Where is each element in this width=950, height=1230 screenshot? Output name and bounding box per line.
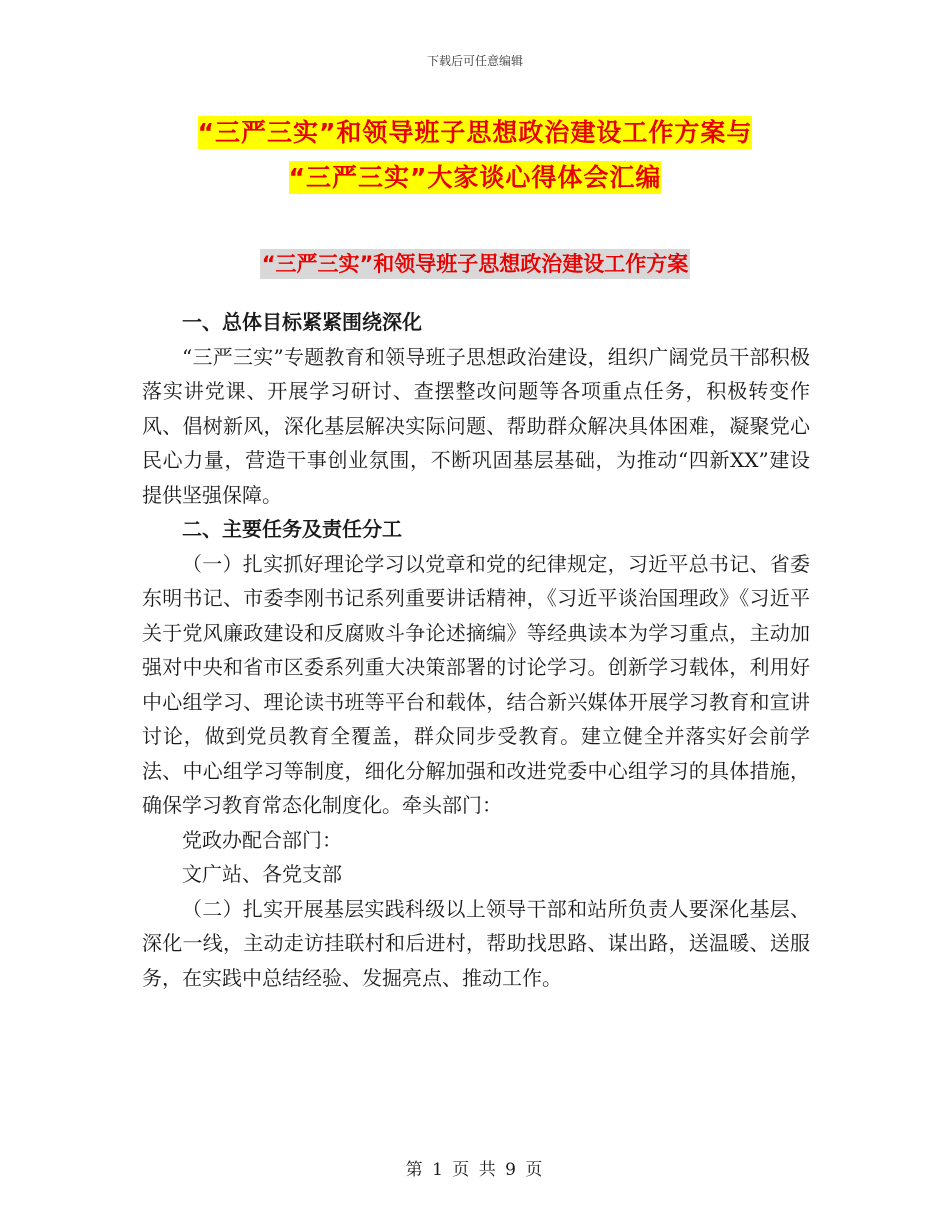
heading-main-tasks: 二、主要任务及责任分工 (182, 517, 402, 541)
main-title-line-2 (0, 158, 950, 194)
paragraph-cooperating-departments: 文广站、各党支部 (182, 862, 342, 886)
paragraph-task-theory-study: （一）扎实抓好理论学习以党章和党的纪律规定，习近平总书记、省委东明书记、市委李刚书记系列重要讲话精神，《习近平谈治国理政》《习近平关于党风廉政建设和反腐败斗争论述摘编》等经典读本为学习重点，主动加强对中央和省市区委系列重大决策部署的讨论学习。创新学习载体，利用好中心组学习、理论读书班等平台和载体，结合新兴媒体开展学习教育和宣讲讨论，做到党员教育全覆盖，群众同步受教育。建立健全并落实好会前学法、中心组学习等制度，细化分解加强和改进党委中心组学习的具体措施，确保学习教育常态化制度化。牵头部门： (142, 551, 810, 817)
main-title-line-1-text: “三严三实”和领导班子思想政治建设工作方案与 (197, 118, 753, 147)
page-number: 第 1 页 共 9 页 (405, 1160, 545, 1180)
paragraph-overall-goal: “三严三实”专题教育和领导班子思想政治建设，组织广阔党员干部积极落实讲党课、开展学习研讨、查摆整改问题等各项重点任务，积极转变作风、倡树新风，深化基层解决实际问题、帮助群众解决具体困难，凝聚党心民心力量，营造干事创业氛围，不断巩固基层基础，为推动“四新XX”建设提供坚强保障。 (142, 344, 810, 507)
document-body (142, 305, 810, 995)
paragraph-task-grassroots-practice: （二）扎实开展基层实践科级以上领导干部和站所负责人要深化基层、深化一线，主动走访挂联村和后进村，帮助找思路、谋出路，送温暖、送服务，在实践中总结经验、发掘亮点、推动工作。 (142, 896, 810, 990)
header-note: 下载后可任意编辑 (426, 54, 523, 68)
heading-overall-goal: 一、总体目标紧紧围绕深化 (182, 310, 422, 334)
main-title-line-1 (0, 113, 950, 149)
section-title (0, 248, 950, 278)
main-title-line-2-text: “三严三实”大家谈心得体会汇编 (288, 163, 662, 192)
section-title-text: “三严三实”和领导班子思想政治建设工作方案 (260, 249, 691, 279)
paragraph-lead-department: 党政办配合部门： (182, 827, 342, 852)
